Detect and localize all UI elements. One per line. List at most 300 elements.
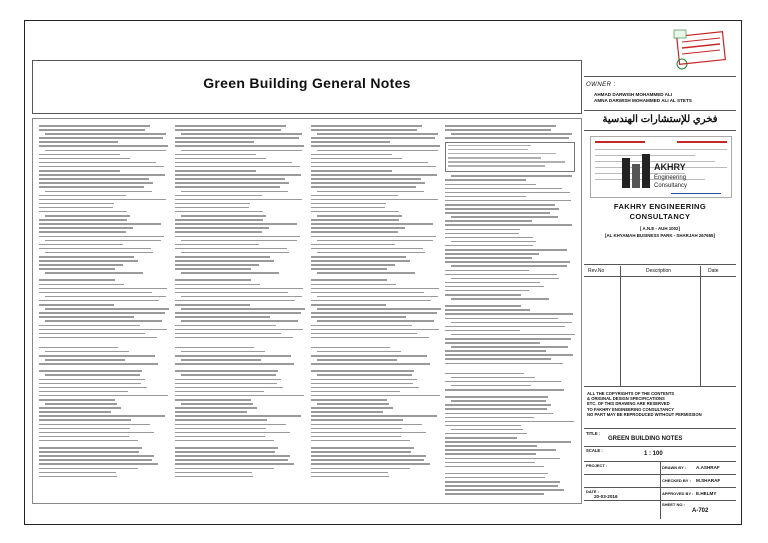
note-text-line	[448, 157, 541, 159]
note-text-line	[39, 288, 167, 290]
note-text-line	[39, 451, 139, 453]
date-header: Date	[708, 268, 719, 274]
note-text-line	[175, 459, 288, 461]
note-text-line	[39, 300, 159, 302]
note-text-line	[311, 125, 422, 127]
note-text-line	[311, 154, 392, 156]
note-text-line	[175, 329, 303, 331]
note-text-line	[451, 133, 572, 135]
description-header: Description	[646, 268, 672, 274]
note-text-line	[311, 158, 402, 160]
note-text-line	[311, 459, 424, 461]
note-text-line	[311, 260, 410, 262]
note-text-line	[39, 347, 118, 349]
note-text-line	[175, 260, 274, 262]
note-text-line	[175, 141, 254, 143]
note-text-line	[451, 265, 567, 267]
note-text-line	[445, 350, 546, 352]
note-text-line	[175, 186, 280, 188]
note-text-line	[445, 309, 530, 311]
note-text-line	[445, 441, 571, 443]
note-text-line	[311, 424, 422, 426]
note-text-line	[445, 188, 562, 190]
note-text-line	[445, 305, 521, 307]
note-text-line	[181, 308, 305, 310]
note-text-line	[311, 256, 406, 258]
note-text-line	[311, 199, 438, 201]
approved-by-label: APPROVED BY :	[662, 491, 694, 496]
note-text-line	[175, 264, 259, 266]
note-text-line	[39, 419, 131, 421]
note-text-line	[451, 346, 568, 348]
note-text-line	[311, 440, 410, 442]
note-text-line	[39, 207, 113, 209]
note-text-line	[445, 245, 533, 247]
note-text-line	[317, 150, 438, 152]
note-text-line	[175, 424, 286, 426]
note-text-line	[445, 290, 529, 292]
note-text-line	[39, 170, 120, 172]
note-text-line	[181, 252, 289, 254]
note-text-line	[181, 133, 302, 135]
note-text-line	[175, 476, 253, 478]
note-text-line	[311, 383, 413, 385]
note-text-line	[45, 272, 143, 274]
note-text-line	[39, 236, 164, 238]
note-text-line	[445, 381, 561, 383]
note-text-line	[175, 170, 256, 172]
note-text-line	[311, 395, 440, 397]
note-text-line	[445, 318, 558, 320]
title-label: TITLE :	[586, 431, 601, 436]
note-text-line	[317, 252, 425, 254]
copyright-line: ETC. OF THIS DRAWING ARE RESERVED	[587, 401, 670, 407]
note-text-line	[445, 286, 544, 288]
note-text-line	[181, 403, 253, 405]
note-text-line	[175, 407, 257, 409]
note-text-line	[39, 141, 118, 143]
note-text-line	[175, 292, 288, 294]
firm-name-line-1: FAKHRY ENGINEERING	[613, 202, 707, 211]
note-text-line	[311, 391, 400, 393]
note-text-line	[445, 220, 532, 222]
note-text-line	[445, 389, 564, 391]
notes-column-4	[445, 125, 575, 497]
note-text-line	[39, 395, 168, 397]
note-text-line	[445, 489, 564, 491]
note-text-line	[451, 377, 535, 379]
note-text-line	[311, 436, 401, 438]
note-text-line	[175, 211, 263, 213]
note-text-line	[175, 472, 252, 474]
note-text-line	[311, 141, 390, 143]
note-text-line	[311, 178, 421, 180]
note-text-line	[39, 304, 114, 306]
revision-divider	[620, 266, 621, 386]
note-text-line	[175, 304, 250, 306]
note-text-line	[45, 252, 153, 254]
note-text-line	[39, 440, 138, 442]
note-text-line	[445, 192, 570, 194]
note-text-line	[175, 415, 301, 417]
note-text-line	[39, 424, 150, 426]
note-text-line	[445, 413, 553, 415]
note-text-line	[39, 407, 121, 409]
note-text-line	[311, 355, 427, 357]
note-text-line	[311, 363, 430, 365]
note-text-line	[39, 379, 145, 381]
note-text-line	[39, 145, 168, 147]
note-text-line	[39, 223, 161, 225]
note-text-line	[39, 355, 155, 357]
note-text-line	[311, 195, 398, 197]
note-text-line	[175, 195, 262, 197]
note-text-line	[445, 249, 567, 251]
note-text-line	[39, 248, 151, 250]
note-text-line	[175, 316, 270, 318]
note-text-line	[445, 233, 519, 235]
notes-column-2	[175, 125, 305, 497]
note-text-line	[445, 282, 540, 284]
note-text-line	[445, 466, 544, 468]
note-text-line	[39, 219, 127, 221]
note-text-line	[445, 421, 574, 423]
note-text-line	[451, 278, 559, 280]
note-text-line	[445, 184, 536, 186]
note-text-line	[175, 383, 277, 385]
note-text-line	[445, 453, 536, 455]
note-text-line	[45, 351, 129, 353]
note-text-line	[311, 370, 414, 372]
note-text-line	[445, 137, 569, 139]
note-text-line	[39, 174, 165, 176]
note-text-line	[175, 174, 301, 176]
note-text-line	[175, 279, 251, 281]
note-text-line	[445, 229, 520, 231]
note-text-line	[39, 292, 152, 294]
note-text-line	[175, 244, 259, 246]
title-value: GREEN BUILDING NOTES	[608, 436, 683, 442]
note-text-line	[45, 150, 166, 152]
note-text-line	[175, 137, 299, 139]
firm-contact-line-1: [ A.N.E - AUH 1002]	[640, 226, 680, 231]
note-text-line	[175, 312, 301, 314]
note-text-line	[175, 451, 275, 453]
note-text-line	[175, 268, 251, 270]
note-text-line	[445, 458, 560, 460]
title-banner	[32, 60, 582, 114]
note-text-line	[445, 237, 533, 239]
note-text-line	[175, 333, 281, 335]
note-text-line	[39, 166, 164, 168]
note-text-line	[39, 399, 115, 401]
note-text-line	[39, 370, 142, 372]
note-text-line	[45, 215, 130, 217]
note-text-line	[445, 270, 529, 272]
owner-name-1: AHMAD DARWISH MOHAMMED ALI	[594, 92, 673, 97]
note-text-line	[451, 385, 531, 387]
note-text-line	[445, 125, 556, 127]
note-text-line	[39, 476, 117, 478]
note-text-line	[181, 150, 302, 152]
note-text-line	[317, 296, 438, 298]
revision-table-header	[584, 266, 736, 277]
note-text-line	[445, 274, 557, 276]
note-text-line	[45, 374, 140, 376]
note-text-line	[45, 359, 125, 361]
note-text-line	[175, 399, 251, 401]
notes-column-3	[311, 125, 441, 497]
note-text-line	[39, 231, 126, 233]
info-divider	[660, 462, 661, 519]
note-text-line	[445, 253, 539, 255]
note-text-line	[175, 178, 285, 180]
owner-label: OWNER :	[586, 82, 616, 88]
note-text-line	[448, 165, 545, 167]
note-text-line	[445, 204, 555, 206]
note-text-line	[175, 387, 283, 389]
note-text-line	[445, 396, 548, 398]
note-text-line	[445, 493, 544, 495]
note-text-line	[445, 212, 550, 214]
note-text-line	[39, 154, 120, 156]
note-text-line	[311, 145, 440, 147]
note-text-line	[311, 203, 386, 205]
note-text-line	[39, 195, 126, 197]
note-text-line	[39, 256, 134, 258]
drawn-by-label: DRAWN BY :	[662, 465, 687, 470]
note-text-line	[39, 162, 156, 164]
copyright-note	[584, 388, 736, 429]
note-text-line	[311, 451, 411, 453]
note-text-line	[445, 485, 558, 487]
note-text-line	[311, 415, 437, 417]
note-text-line	[317, 374, 412, 376]
note-text-line	[311, 129, 417, 131]
note-text-line	[175, 145, 304, 147]
note-text-line	[445, 373, 524, 375]
note-text-line	[39, 125, 150, 127]
copyright-line: & ORIGINAL DESIGN SPECIFICATIONS	[587, 396, 665, 402]
approval-stamp-icon	[672, 28, 730, 72]
stamp-area	[584, 24, 736, 77]
note-text-line	[39, 391, 128, 393]
note-text-line	[39, 178, 149, 180]
note-text-line	[311, 244, 395, 246]
note-text-line	[45, 308, 169, 310]
note-text-line	[175, 440, 274, 442]
note-text-line	[39, 411, 111, 413]
scale-value: 1 : 100	[644, 451, 663, 457]
note-text-line	[39, 436, 129, 438]
note-text-line	[175, 207, 249, 209]
note-text-line	[311, 137, 435, 139]
owner-box	[584, 80, 736, 111]
note-text-line	[311, 288, 439, 290]
note-text-line	[39, 387, 147, 389]
note-text-line	[445, 326, 565, 328]
note-text-line	[175, 219, 263, 221]
note-text-line	[445, 313, 573, 315]
note-text-line	[311, 279, 387, 281]
note-text-line	[445, 433, 527, 435]
note-text-line	[181, 359, 261, 361]
firm-name-line-2: CONSULTANCY	[629, 212, 691, 221]
note-text-line	[445, 330, 520, 332]
note-text-line	[311, 300, 431, 302]
note-text-line	[445, 481, 560, 483]
checked-by-label: CHECKED BY :	[662, 478, 691, 483]
note-text-line	[45, 403, 117, 405]
note-text-line	[175, 325, 276, 327]
note-text-line	[175, 395, 304, 397]
note-text-line	[39, 329, 167, 331]
note-text-line	[39, 312, 165, 314]
approved-by-value: E.HELMY	[696, 491, 717, 496]
note-text-line	[445, 449, 556, 451]
note-text-line	[311, 207, 385, 209]
note-text-line	[45, 191, 152, 193]
note-text-line	[175, 432, 290, 434]
note-text-line	[311, 170, 392, 172]
note-text-line	[445, 208, 559, 210]
note-text-line	[175, 347, 254, 349]
title-block	[584, 24, 736, 520]
consultant-block	[584, 132, 736, 265]
note-text-line	[175, 203, 250, 205]
note-text-line	[311, 268, 387, 270]
note-text-line	[181, 191, 288, 193]
note-text-line	[311, 411, 383, 413]
note-text-line	[39, 129, 145, 131]
note-text-line	[175, 236, 300, 238]
note-text-line	[448, 161, 565, 163]
note-text-line	[181, 272, 279, 274]
title-row	[584, 430, 736, 447]
note-text-line	[39, 264, 123, 266]
note-text-line	[175, 455, 290, 457]
note-text-line	[39, 211, 127, 213]
note-text-line	[39, 186, 144, 188]
note-text-line	[317, 272, 415, 274]
note-text-line	[317, 351, 401, 353]
note-text-line	[39, 333, 145, 335]
note-text-line	[311, 231, 398, 233]
note-text-line	[175, 129, 281, 131]
note-text-line	[311, 333, 417, 335]
copyright-line: TO FAKHRY ENGINEERING CONSULTANCY	[587, 406, 675, 412]
note-text-line	[311, 472, 388, 474]
note-text-line	[311, 223, 433, 225]
note-text-line	[451, 400, 546, 402]
note-text-line	[39, 137, 163, 139]
note-text-line	[39, 316, 134, 318]
note-text-line	[445, 224, 572, 226]
note-text-line	[311, 387, 419, 389]
note-text-line	[39, 279, 115, 281]
note-text-line	[311, 432, 426, 434]
note-text-line	[445, 477, 545, 479]
note-text-line	[317, 133, 438, 135]
note-text-line	[451, 175, 572, 177]
note-text-line	[445, 404, 551, 406]
note-text-line	[175, 223, 297, 225]
date-value: 20-03-2016	[594, 494, 618, 499]
note-text-line	[39, 337, 157, 339]
note-text-line	[311, 419, 403, 421]
rev-no-header: Rev.No	[588, 268, 605, 274]
note-text-line	[451, 322, 572, 324]
note-text-line	[311, 292, 424, 294]
note-text-line	[311, 329, 439, 331]
note-text-line	[175, 468, 274, 470]
scale-label: SCALE :	[586, 448, 603, 453]
note-text-line	[311, 264, 395, 266]
note-text-line	[39, 244, 123, 246]
note-text-line	[451, 241, 536, 243]
owner-name-2: AMNA DARWISH MOHAMMED ALI AL STETS	[594, 98, 692, 103]
note-text-line	[311, 337, 429, 339]
notes-column-1	[39, 125, 169, 497]
sheet-no-value: A-702	[692, 508, 709, 514]
note-text-line	[445, 363, 563, 365]
note-text-line	[175, 227, 269, 229]
note-text-line	[175, 447, 278, 449]
note-text-line	[175, 248, 287, 250]
note-text-line	[39, 459, 152, 461]
note-text-line	[311, 304, 386, 306]
note-text-line	[445, 342, 540, 344]
note-text-line	[448, 153, 556, 155]
note-text-line	[39, 428, 130, 430]
note-text-line	[311, 174, 437, 176]
note-text-line	[445, 129, 551, 131]
notes-table	[445, 142, 575, 173]
note-text-line	[175, 391, 264, 393]
note-text-line	[311, 316, 406, 318]
checked-by-value: M.SHARAF	[696, 478, 721, 483]
note-text-line	[175, 411, 247, 413]
note-text-line	[175, 463, 294, 465]
note-text-line	[451, 298, 549, 300]
note-text-line	[175, 162, 292, 164]
note-text-line	[181, 215, 266, 217]
note-text-line	[39, 325, 140, 327]
note-text-line	[39, 199, 166, 201]
note-text-line	[311, 248, 423, 250]
note-text-line	[311, 407, 393, 409]
note-text-line	[311, 211, 399, 213]
note-text-line	[39, 455, 154, 457]
note-text-line	[175, 428, 266, 430]
note-text-line	[39, 268, 115, 270]
note-text-line	[39, 227, 133, 229]
note-text-line	[175, 284, 260, 286]
note-text-line	[311, 227, 405, 229]
note-text-line	[311, 399, 387, 401]
note-text-line	[445, 257, 532, 259]
note-text-line	[445, 408, 547, 410]
revision-divider	[700, 266, 701, 386]
note-text-line	[175, 231, 262, 233]
note-text-line	[39, 463, 158, 465]
note-text-line	[445, 338, 571, 340]
note-text-line	[311, 312, 437, 314]
note-text-line	[445, 417, 534, 419]
note-text-line	[445, 294, 521, 296]
svg-text:Consultancy: Consultancy	[654, 183, 688, 189]
sheet-title: Green Building General Notes	[203, 75, 411, 91]
